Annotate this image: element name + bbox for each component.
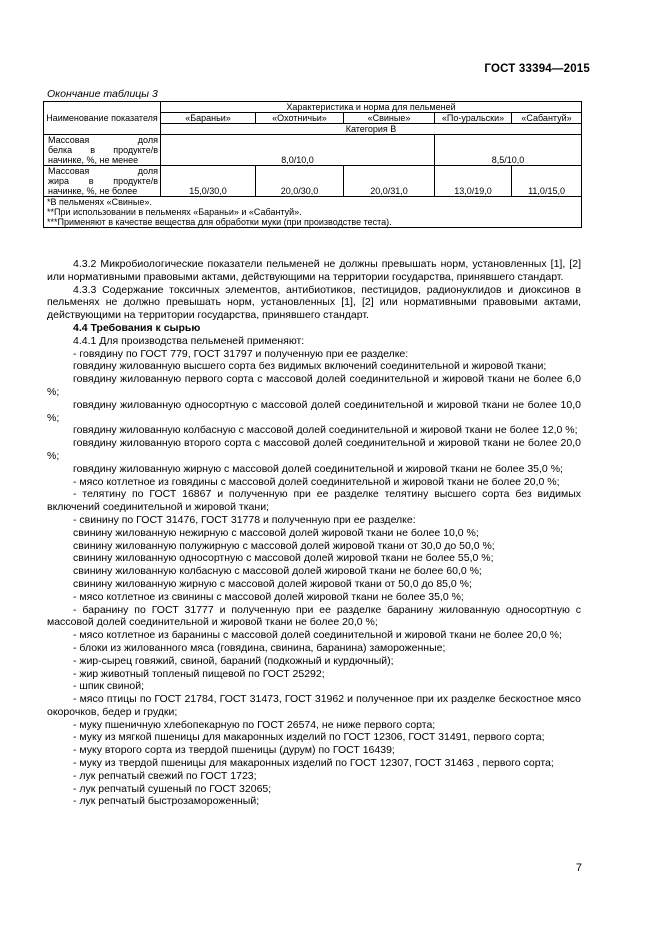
list-item: - баранину по ГОСТ 31777 и полученную при ее разделке баранину жилованную односортную с массовой долей соединительной и жировой ткани не более 20,0 %; <box>47 603 581 629</box>
list-item: - лук репчатый быстрозамороженный; <box>73 795 260 808</box>
body-text <box>47 258 581 808</box>
row-label-line: белка в продукте/в <box>48 145 158 155</box>
table-footnote: *В пельменях «Свиные». <box>44 197 582 208</box>
category-label: Категория В <box>161 124 582 135</box>
list-item: - жир животный топленый пищевой по ГОСТ 25292; <box>73 667 325 680</box>
list-item: свинину жилованную нежирную с массовой долей жировой ткани не более 10,0 %; <box>73 526 479 539</box>
head-name-cell <box>44 102 161 135</box>
table-caption: Окончание таблицы 3 <box>47 88 158 100</box>
table-cell: 11,0/15,0 <box>512 166 582 197</box>
column-header: «Сабантуй» <box>512 113 582 124</box>
list-item: - мясо котлетное из свинины с массовой долей жировой ткани не более 35,0 %; <box>73 590 464 603</box>
table-cell: 8,0/10,0 <box>161 135 435 166</box>
row-label-line: Массовая доля <box>48 166 158 176</box>
list-item: - лук репчатый сушеный по ГОСТ 32065; <box>73 782 272 795</box>
list-item: говядину жилованную односортную с массовой долей соединительной и жировой ткани не более 10,0 %; <box>47 398 581 424</box>
document-id: ГОСТ 33394—2015 <box>484 63 590 75</box>
list-item: - муку пшеничную хлебопекарную по ГОСТ 26574, не ниже первого сорта; <box>73 718 436 731</box>
table-footnote: **При использовании в пельменях «Бараньи» и «Сабантуй». <box>44 207 582 217</box>
table-cell: 20,0/31,0 <box>344 166 435 197</box>
list-item: - мясо котлетное из говядины с массовой долей соединительной и жировой ткани не более 20,0 %; <box>73 475 560 488</box>
table-cell: 15,0/30,0 <box>161 166 256 197</box>
list-item: говядину жилованную первого сорта с массовой долей соединительной и жировой ткани не более 6,0 %; <box>47 373 581 398</box>
paragraph: 4.3.3 Содержание токсичных элементов, антибиотиков, пестицидов, радионуклидов и диоксинов в пельменях не должно превышать норм, установленных [1], [2] или нормативными правовыми актами, действующими на территории государства, принявшего стандарт. <box>47 283 581 322</box>
table-3 <box>43 101 582 228</box>
list-item: - муку из мягкой пшеницы для макаронных изделий по ГОСТ 12306, ГОСТ 31491, первого сорта; <box>73 731 545 744</box>
list-item: говядину жилованную колбасную с массовой долей соединительной и жировой ткани не более 12,0 %; <box>73 424 578 437</box>
paragraph: 4.3.2 Микробиологические показатели пельменей не должны превышать норм, установленных [1], [2] или нормативными правовыми актами, действующими на территории государства, принявшего стандарт. <box>47 258 581 283</box>
row-label <box>44 135 161 166</box>
list-item: - жир-сырец говяжий, свиной, бараний (подкожный и курдючный); <box>73 654 394 667</box>
list-item: свинину жилованную колбасную с массовой долей жировой ткани не более 60,0 %; <box>73 565 482 578</box>
list-item: свинину жилованную полужирную с массовой долей жировой ткани от 30,0 до 50,0 %; <box>73 539 495 552</box>
list-item: говядину жилованную второго сорта с массовой долей соединительной и жировой ткани не более 20,0 %; <box>47 437 581 462</box>
list-item: - лук репчатый свежий по ГОСТ 1723; <box>73 769 257 782</box>
list-item: - свинину по ГОСТ 31476, ГОСТ 31778 и полученную при ее разделке: <box>73 513 416 526</box>
column-header: «По-уральски» <box>435 113 512 124</box>
row-label-line: начинке, %, не более <box>48 186 138 196</box>
page-number: 7 <box>575 862 582 874</box>
table-footnote: ***Применяют в качестве вещества для обработки муки (при производстве теста). <box>44 217 582 228</box>
column-header: «Свиные» <box>344 113 435 124</box>
table-cell: 20,0/30,0 <box>256 166 344 197</box>
table-row <box>44 166 582 197</box>
list-item: - мясо птицы по ГОСТ 21784, ГОСТ 31473, ГОСТ 31962 и полученное при их разделке бескостное мясо окорочков, бедер и грудки; <box>47 693 581 718</box>
list-item: - телятину по ГОСТ 16867 и полученную при ее разделке телятину высшего сорта без видимых включений соединительной и жировой ткани; <box>47 488 581 514</box>
list-item: говядину жилованную высшего сорта без видимых включений соединительной и жировой ткани; <box>73 360 547 373</box>
paragraph: 4.4.1 Для производства пельменей применяют: <box>73 334 305 347</box>
row-label-line: жира в продукте/в <box>48 176 158 186</box>
list-item: - муку из твердой пшеницы для макаронных изделий по ГОСТ 12307, ГОСТ 31463 , первого сорта; <box>73 757 554 770</box>
row-label-line: начинке, %, не менее <box>48 155 139 165</box>
row-label <box>44 166 161 197</box>
list-item: свинину жилованную односортную с массовой долей жировой ткани не более 55,0 %; <box>73 552 494 565</box>
table-cell: 13,0/19,0 <box>435 166 512 197</box>
table-cell: 8,5/10,0 <box>435 135 582 166</box>
list-item: - шпик свиной; <box>73 680 145 693</box>
list-item: - муку второго сорта из твердой пшеницы (дурум) по ГОСТ 16439; <box>73 744 395 757</box>
table-row <box>44 135 582 166</box>
list-item: - говядину по ГОСТ 779, ГОСТ 31797 и полученную при ее разделке: <box>73 347 409 360</box>
column-header: «Охотничьи» <box>256 113 344 124</box>
list-item: свинину жилованную жирную с массовой долей жировой ткани от 50,0 до 85,0 %; <box>73 577 472 590</box>
list-item: говядину жилованную жирную с массовой долей соединительной и жировой ткани не более 35,0 %; <box>73 462 563 475</box>
list-item: - мясо котлетное из баранины с массовой долей соединительной и жировой ткани не более 20,0 %; <box>73 629 562 642</box>
head-name: Наименование показателя <box>46 113 158 123</box>
section-heading: 4.4 Требования к сырью <box>73 321 201 334</box>
head-group: Характеристика и норма для пельменей <box>161 102 582 113</box>
row-label-line: Массовая доля <box>48 135 158 145</box>
list-item: - блоки из жилованного мяса (говядина, свинина, баранина) замороженные; <box>73 641 446 654</box>
column-header: «Бараньи» <box>161 113 256 124</box>
